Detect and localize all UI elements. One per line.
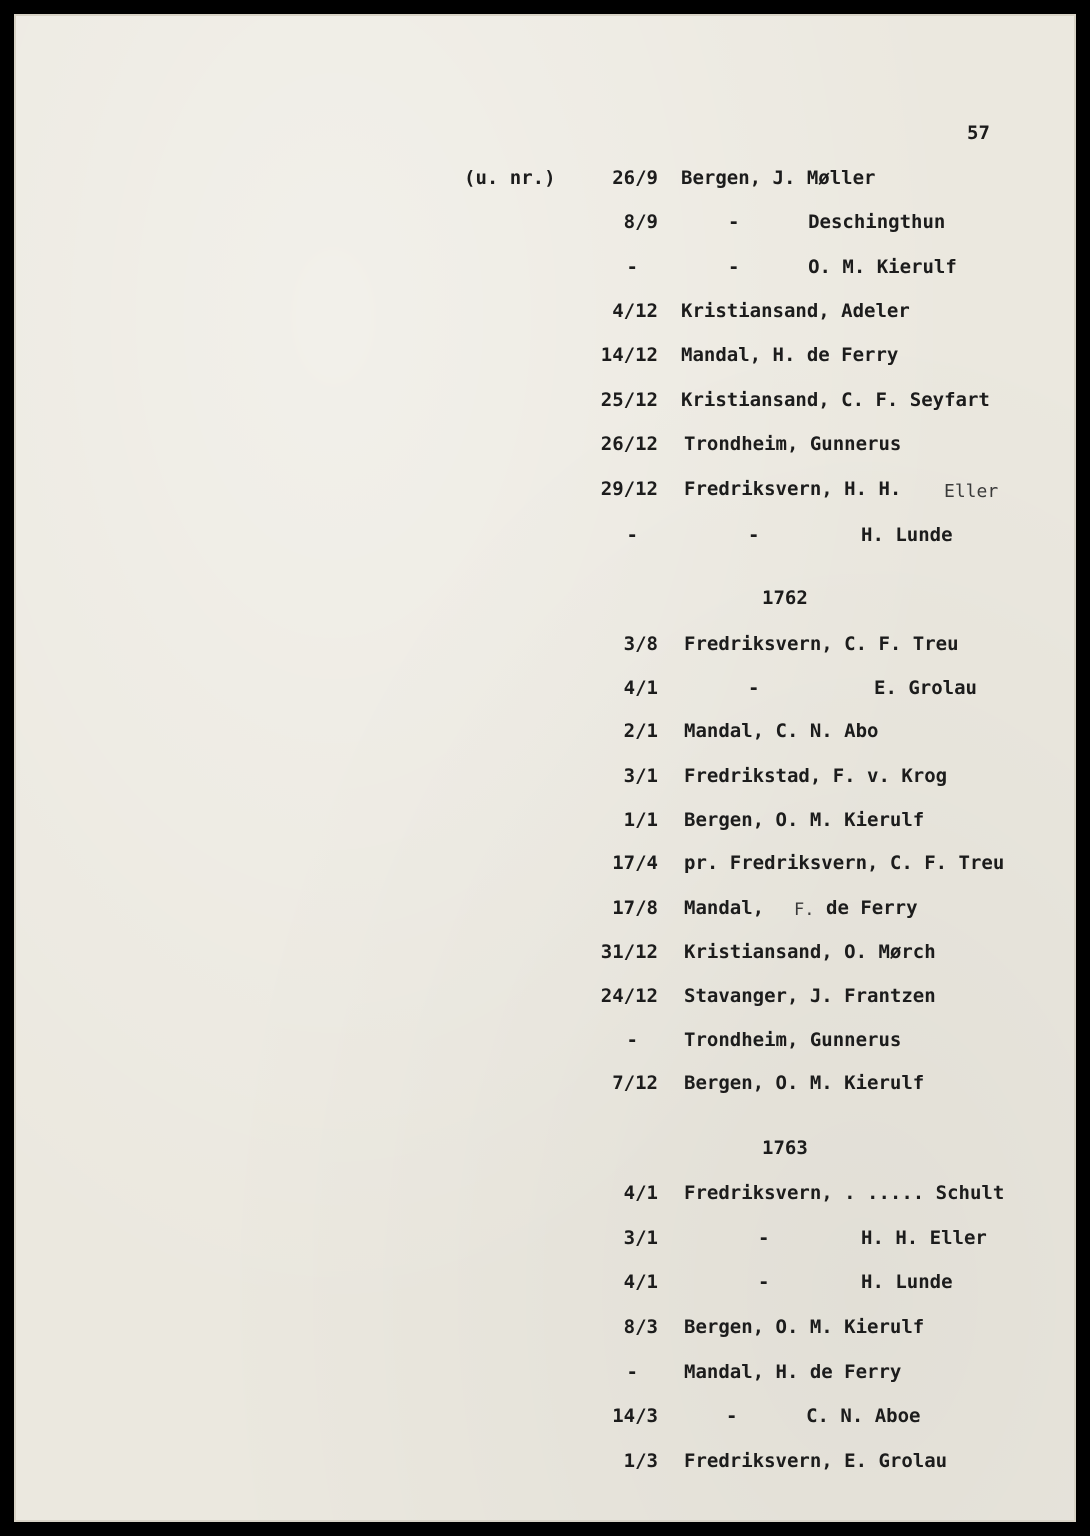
entry-handtyped-name: Eller bbox=[944, 481, 999, 502]
entry-text: Bergen, O. M. Kierulf bbox=[684, 1316, 925, 1338]
entry-text: - bbox=[748, 524, 760, 546]
entry-text: Mandal, H. de Ferry bbox=[684, 1361, 902, 1383]
entry-text: Fredrikstad, F. v. Krog bbox=[684, 765, 948, 787]
entry-date: 26/9 bbox=[612, 167, 658, 189]
entry-text: de Ferry bbox=[826, 897, 918, 919]
entry-text: Trondheim, Gunnerus bbox=[684, 1029, 902, 1051]
document-page bbox=[14, 14, 1076, 1522]
entry-text: Stavanger, J. Frantzen bbox=[684, 985, 936, 1007]
entry-date: 3/1 bbox=[623, 765, 658, 787]
entry-text: Kristiansand, C. F. Seyfart bbox=[681, 389, 990, 411]
entry-text: - O. M. Kierulf bbox=[728, 256, 957, 278]
entry-text: Mandal, bbox=[684, 897, 765, 919]
entry-date: 8/3 bbox=[623, 1316, 658, 1338]
entry-text: pr. Fredriksvern, C. F. Treu bbox=[684, 852, 1005, 874]
entry-text: - bbox=[758, 1271, 770, 1293]
entry-date: 14/12 bbox=[600, 344, 658, 366]
entry-date: - bbox=[626, 524, 638, 546]
entry-text: E. Grolau bbox=[874, 677, 977, 699]
entry-date: 1/1 bbox=[623, 809, 658, 831]
entry-date: 4/1 bbox=[623, 1182, 658, 1204]
entry-date: 3/1 bbox=[623, 1227, 658, 1249]
entry-date: 17/8 bbox=[612, 897, 658, 919]
entry-text: - C. N. Aboe bbox=[726, 1405, 921, 1427]
entry-text: Fredriksvern, C. F. Treu bbox=[684, 633, 959, 655]
entry-date: 3/8 bbox=[623, 633, 658, 655]
year-heading: 1762 bbox=[762, 587, 808, 609]
entry-date: 7/12 bbox=[612, 1072, 658, 1094]
entry-date: 31/12 bbox=[600, 941, 658, 963]
page-number: 57 bbox=[967, 122, 990, 144]
entry-date: 29/12 bbox=[600, 478, 658, 500]
entry-text: Fredriksvern, H. H. bbox=[684, 478, 902, 500]
entry-text: Bergen, O. M. Kierulf bbox=[684, 1072, 925, 1094]
entry-date: - bbox=[626, 1029, 638, 1051]
entry-text: Fredriksvern, . ..... Schult bbox=[684, 1182, 1005, 1204]
entry-text: H. H. Eller bbox=[861, 1227, 987, 1249]
entry-text: Mandal, C. N. Abo bbox=[684, 720, 879, 742]
entry-date: - bbox=[626, 256, 638, 278]
entry-text: H. Lunde bbox=[861, 1271, 953, 1293]
year-heading: 1763 bbox=[762, 1137, 808, 1159]
entry-text: H. Lunde bbox=[861, 524, 953, 546]
entry-date: - bbox=[626, 1361, 638, 1383]
entry-text: - bbox=[748, 677, 760, 699]
entry-date: 2/1 bbox=[623, 720, 658, 742]
entry-date: 14/3 bbox=[612, 1405, 658, 1427]
entry-date: 4/1 bbox=[623, 677, 658, 699]
entry-text: Trondheim, Gunnerus bbox=[684, 433, 902, 455]
entry-date: 17/4 bbox=[612, 852, 658, 874]
entry-text: Bergen, O. M. Kierulf bbox=[684, 809, 925, 831]
entry-date: 4/1 bbox=[623, 1271, 658, 1293]
entry-text: Kristiansand, Adeler bbox=[681, 300, 910, 322]
entry-date: 24/12 bbox=[600, 985, 658, 1007]
entry-handtyped-initial: F. bbox=[794, 900, 815, 920]
entry-text: Fredriksvern, E. Grolau bbox=[684, 1450, 948, 1472]
prefix-note: (u. nr.) bbox=[464, 167, 556, 189]
entry-date: 1/3 bbox=[623, 1450, 658, 1472]
entry-text: Mandal, H. de Ferry bbox=[681, 344, 899, 366]
entry-date: 8/9 bbox=[623, 211, 658, 233]
entry-date: 4/12 bbox=[612, 300, 658, 322]
entry-date: 26/12 bbox=[600, 433, 658, 455]
entry-text: - bbox=[758, 1227, 770, 1249]
entry-text: Bergen, J. Møller bbox=[681, 167, 876, 189]
entry-text: - Deschingthun bbox=[728, 211, 946, 233]
entry-date: 25/12 bbox=[600, 389, 658, 411]
entry-text: Kristiansand, O. Mørch bbox=[684, 941, 936, 963]
